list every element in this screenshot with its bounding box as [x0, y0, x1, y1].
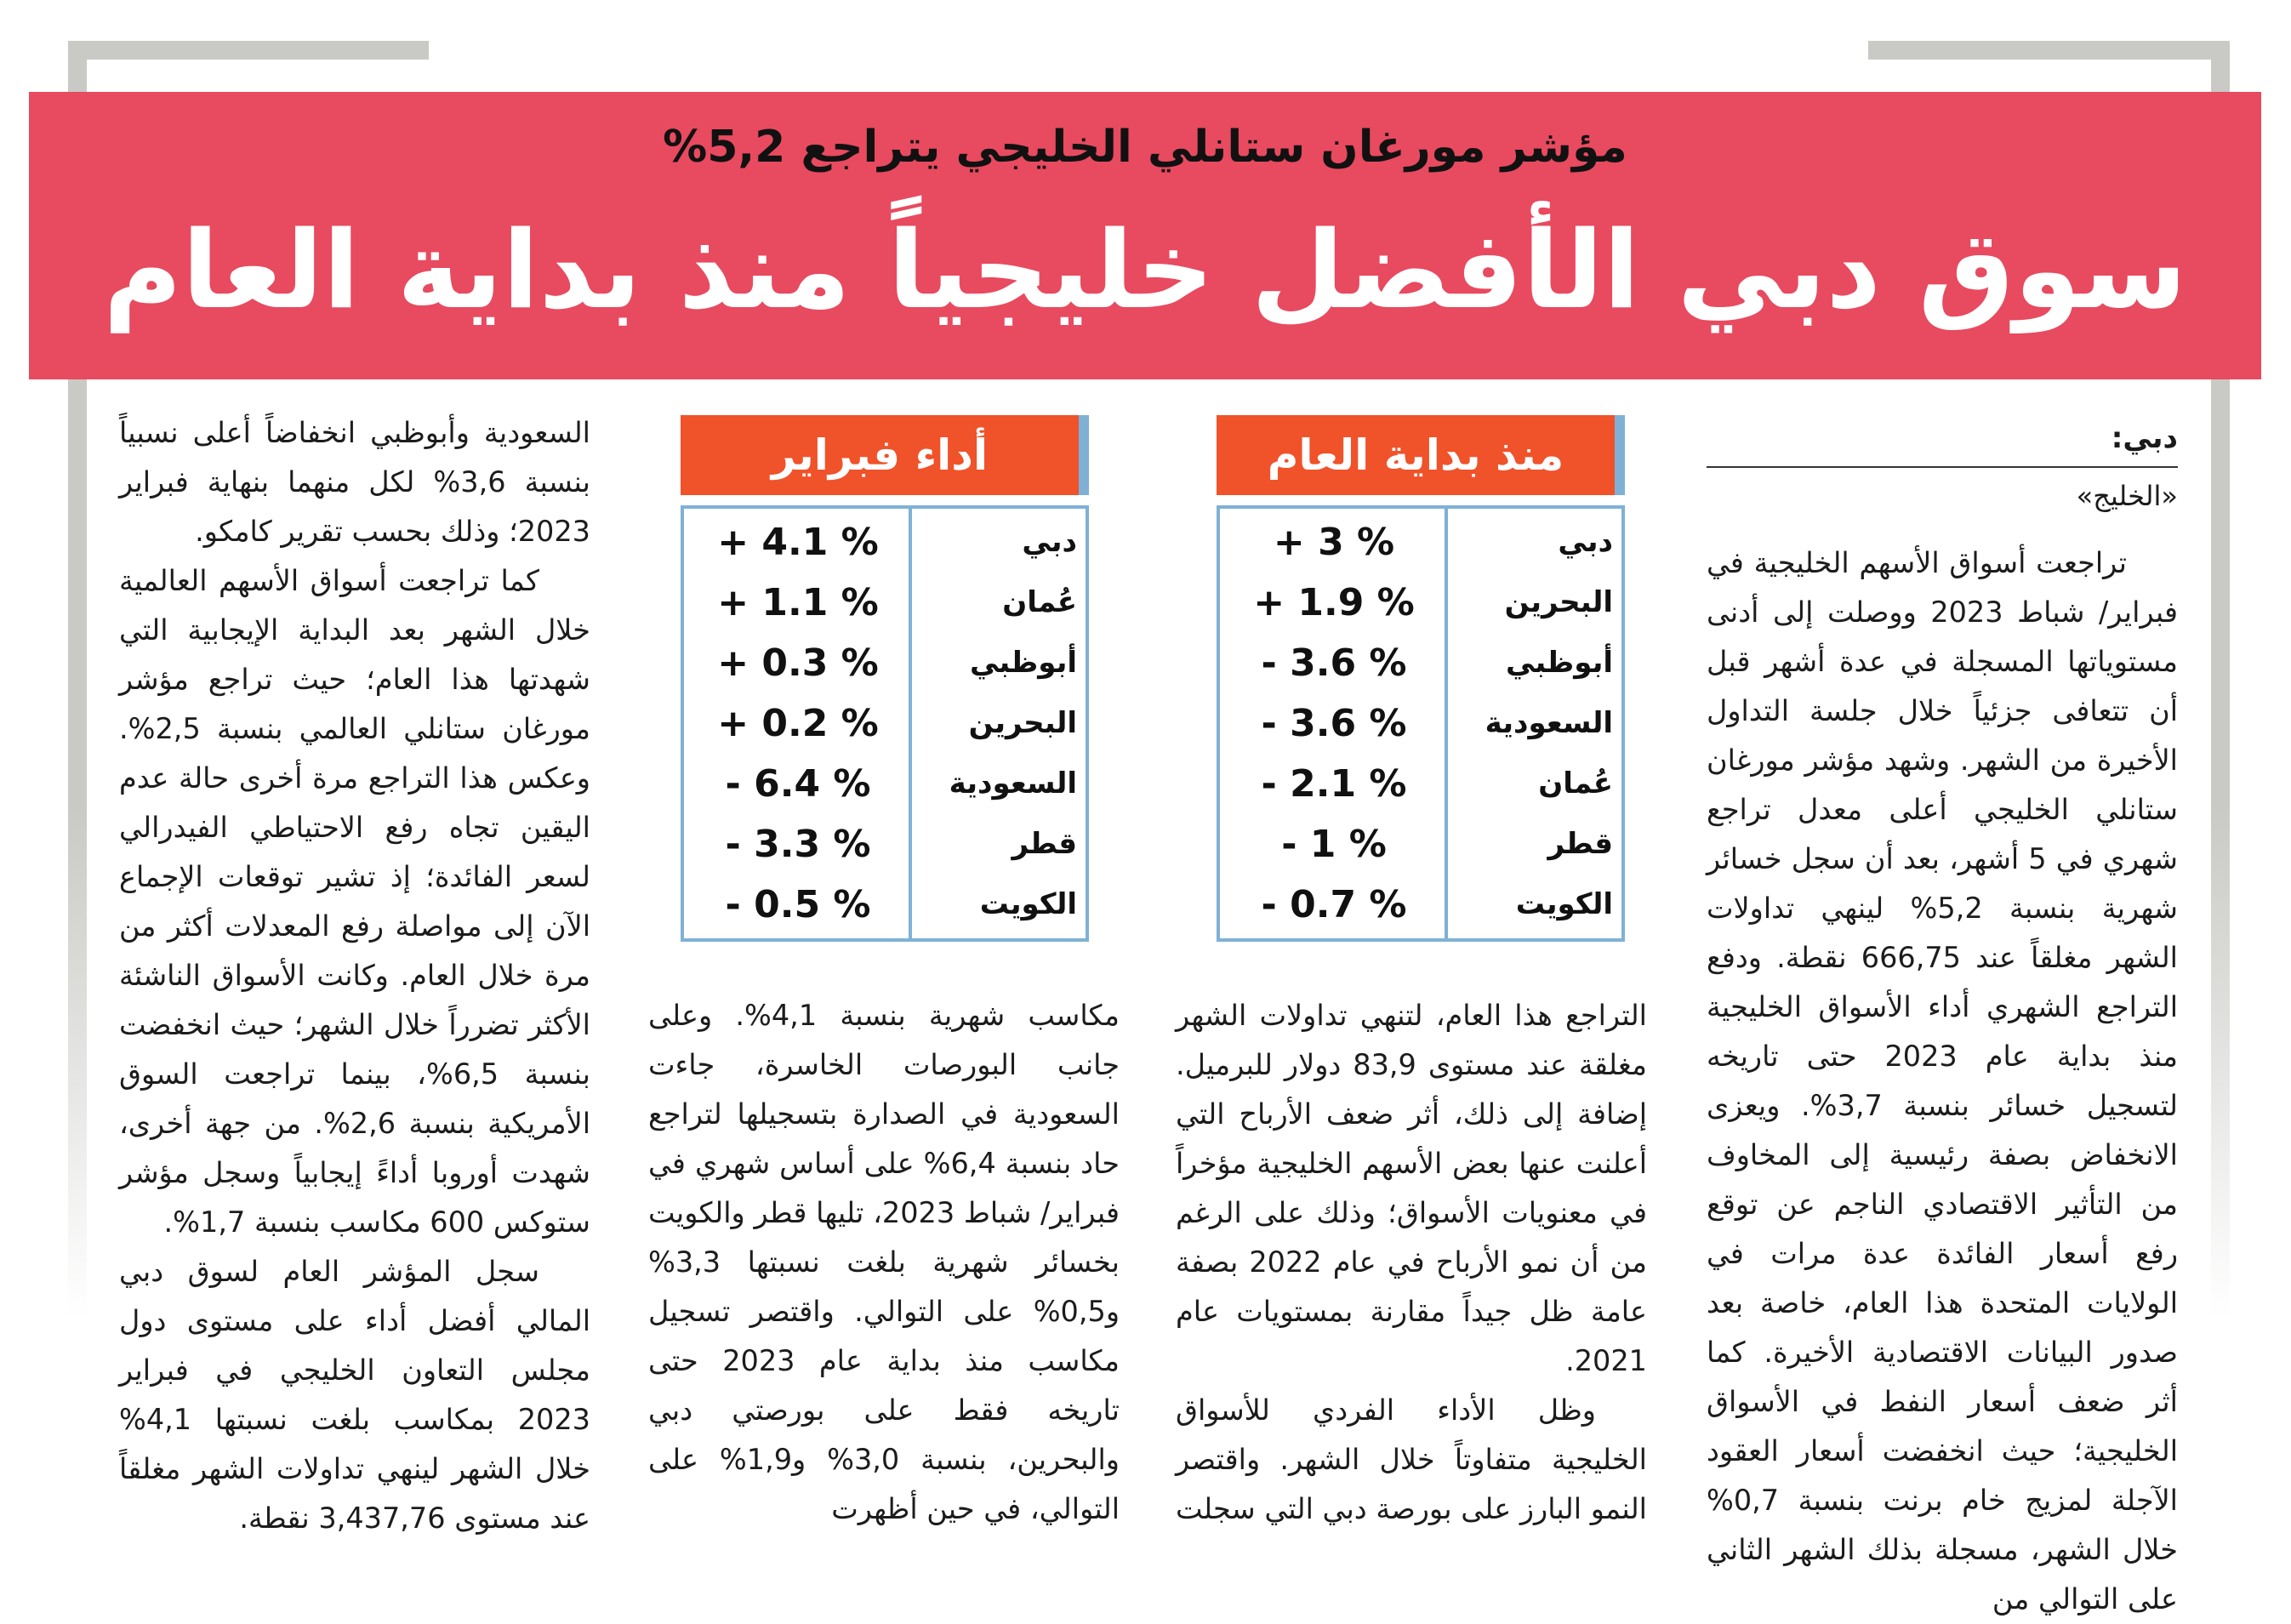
- article-paragraph: كما تراجعت أسواق الأسهم العالمية خلال الشهر بعد البداية الإيجابية التي شهدتها هذا العام؛ حيث تراجع مؤشر مورغان ستانلي العالمي بنسبة 2,5%. وعكس هذا التراجع مرة أخرى حالة عدم اليقين تجاه رفع الاحتياطي الفيدرالي لسعر الفائدة؛ إذ تشير توقعات الإجماع الآن إلى مواصلة رفع المعدلات أكثر من مرة خلال العام. وكانت الأسواق الناشئة الأكثر تضرراً خلال الشهر؛ حيث انخفضت بنسبة 6,5%، بينما تراجعت السوق الأمريكية بنسبة 2,6%. من جهة أخرى، شهدت أوروبا أداءً إيجابياً وسجل مؤشر ستوكس 600 مكاسب بنسبة 1,7%.: [119, 564, 591, 1239]
- article-paragraph: السعودية وأبوظبي انخفاضاً أعلى نسبياً بنسبة 3,6% لكل منهما بنهاية فبراير 2023؛ وذلك بحسب تقرير كامكو.: [119, 416, 590, 548]
- change-value: - 1 %: [1281, 823, 1387, 866]
- change-value: + 1.9 %: [1253, 581, 1415, 624]
- change-value: - 0.5 %: [725, 883, 871, 926]
- frame-top-left: [68, 41, 429, 60]
- table-row: [1220, 875, 1621, 935]
- article-paragraph: وظل الأداء الفردي للأسواق الخليجية متفاوتاً خلال الشهر. واقتصر النمو البارز على بورصة دبي التي سجلت: [1176, 1393, 1647, 1525]
- change-value: + 0.2 %: [717, 702, 879, 745]
- country-label: السعودية: [1485, 706, 1613, 740]
- table-row: [1220, 512, 1621, 573]
- country-label: الكويت: [1515, 887, 1613, 921]
- table-ytd: [1217, 505, 1625, 942]
- change-value: - 6.4 %: [725, 762, 871, 806]
- byline-divider: [1707, 466, 2178, 468]
- country-label: البحرين: [968, 706, 1077, 740]
- change-value: - 3.6 %: [1261, 702, 1407, 745]
- table-row: [684, 633, 1086, 693]
- main-headline: سوق دبي الأفضل خليجياً منذ بداية العام: [103, 208, 2187, 333]
- article-column-1: [1707, 538, 2178, 1624]
- country-label: البحرين: [1504, 585, 1613, 619]
- table-row: [684, 693, 1086, 754]
- table-row: [684, 512, 1086, 573]
- table-row: [1220, 814, 1621, 875]
- table-row: [1220, 693, 1621, 754]
- table-row: [684, 814, 1086, 875]
- table-title-february-label: أداء فبراير: [771, 430, 989, 480]
- country-label: عُمان: [1002, 585, 1077, 619]
- table-row: [1220, 573, 1621, 633]
- table-row: [684, 754, 1086, 814]
- country-label: دبي: [1558, 525, 1613, 559]
- article-column-3: [648, 991, 1120, 1534]
- country-label: السعودية: [949, 766, 1077, 801]
- article-column-4: [119, 408, 590, 1543]
- table-title-february: [681, 415, 1089, 495]
- change-value: + 4.1 %: [717, 521, 879, 564]
- country-label: قطر: [1547, 827, 1613, 861]
- source-credit: «الخليج»: [2076, 480, 2178, 512]
- table-february: [681, 505, 1089, 942]
- frame-top-right: [1868, 41, 2230, 60]
- article-column-2: [1176, 991, 1647, 1534]
- article-paragraph: سجل المؤشر العام لسوق دبي المالي أفضل أداء على مستوى دول مجلس التعاون الخليجي في فبراير 2023 بمكاسب بلغت نسبتها 4,1% خلال الشهر لينهي تداولات الشهر مغلقاً عند مستوى 3,437,76 نقطة.: [119, 1255, 590, 1535]
- table-row: [1220, 754, 1621, 814]
- country-label: دبي: [1022, 525, 1077, 559]
- kicker-title: مؤشر مورغان ستانلي الخليجي يتراجع 5,2%: [663, 122, 1627, 173]
- article-paragraph: مكاسب شهرية بنسبة 4,1%. وعلى جانب البورصات الخاسرة، جاءت السعودية في الصدارة بتسجيلها لتراجع حاد بنسبة 6,4% على أساس شهري في فبراير/ شباط 2023، تليها قطر والكويت بخسائر شهرية بلغت نسبتها 3,3% و0,5% على التوالي. واقتصر تسجيل مكاسب منذ بداية عام 2023 حتى تاريخه فقط على بورصتي دبي والبحرين، بنسبة 3,0% و1,9% على التوالي، في حين أظهرت: [648, 999, 1120, 1525]
- table-title-ytd: [1217, 415, 1625, 495]
- table-row: [684, 875, 1086, 935]
- country-label: عُمان: [1538, 766, 1613, 801]
- dateline: دبي:: [2111, 421, 2178, 455]
- table-row: [684, 573, 1086, 633]
- country-label: الكويت: [979, 887, 1077, 921]
- article-paragraph: التراجع هذا العام، لتنهي تداولات الشهر مغلقة عند مستوى 83,9 دولار للبرميل. إضافة إلى ذلك، أثر ضعف الأرباح التي أعلنت عنها بعض الأسهم الخليجية مؤخراً في معنويات الأسواق؛ وذلك على الرغم من أن نمو الأرباح في عام 2022 بصفة عامة ظل جيداً مقارنة بمستويات عام 2021.: [1176, 999, 1647, 1377]
- change-value: + 0.3 %: [717, 641, 879, 685]
- country-label: قطر: [1012, 827, 1077, 861]
- change-value: - 3.6 %: [1261, 641, 1407, 685]
- change-value: + 1.1 %: [717, 581, 879, 624]
- article-paragraph: تراجعت أسواق الأسهم الخليجية في فبراير/ شباط 2023 ووصلت إلى أدنى مستوياتها المسجلة في عدة أشهر قبل أن تتعافى جزئياً خلال جلسة التداول الأخيرة من الشهر. وشهد مؤشر مورغان ستانلي الخليجي أعلى معدل تراجع شهري في 5 أشهر، بعد أن سجل خسائر شهرية بنسبة 5,2% لينهي تداولات الشهر مغلقاً عند 666,75 نقطة. ودفع التراجع الشهري أداء الأسواق الخليجية منذ بداية عام 2023 حتى تاريخه لتسجيل خسائر بنسبة 3,7%. ويعزى الانخفاض بصفة رئيسية إلى المخاوف من التأثير الاقتصادي الناجم عن توقع رفع أسعار الفائدة عدة مرات في الولايات المتحدة هذا العام، خاصة بعد صدور البيانات الاقتصادية الأخيرة. كما أثر ضعف أسعار النفط في الأسواق الخليجية؛ حيث انخفضت أسعار العقود الآجلة لمزيج خام برنت بنسبة 0,7% خلال الشهر، مسجلة بذلك الشهر الثاني على التوالي من: [1707, 546, 2179, 1615]
- headline-banner: [29, 92, 2261, 379]
- change-value: - 2.1 %: [1261, 762, 1407, 806]
- country-label: أبوظبي: [969, 646, 1077, 680]
- table-title-ytd-label: منذ بداية العام: [1267, 430, 1564, 480]
- change-value: - 0.7 %: [1261, 883, 1407, 926]
- change-value: + 3 %: [1273, 521, 1395, 564]
- table-row: [1220, 633, 1621, 693]
- change-value: - 3.3 %: [725, 823, 871, 866]
- country-label: أبوظبي: [1505, 646, 1613, 680]
